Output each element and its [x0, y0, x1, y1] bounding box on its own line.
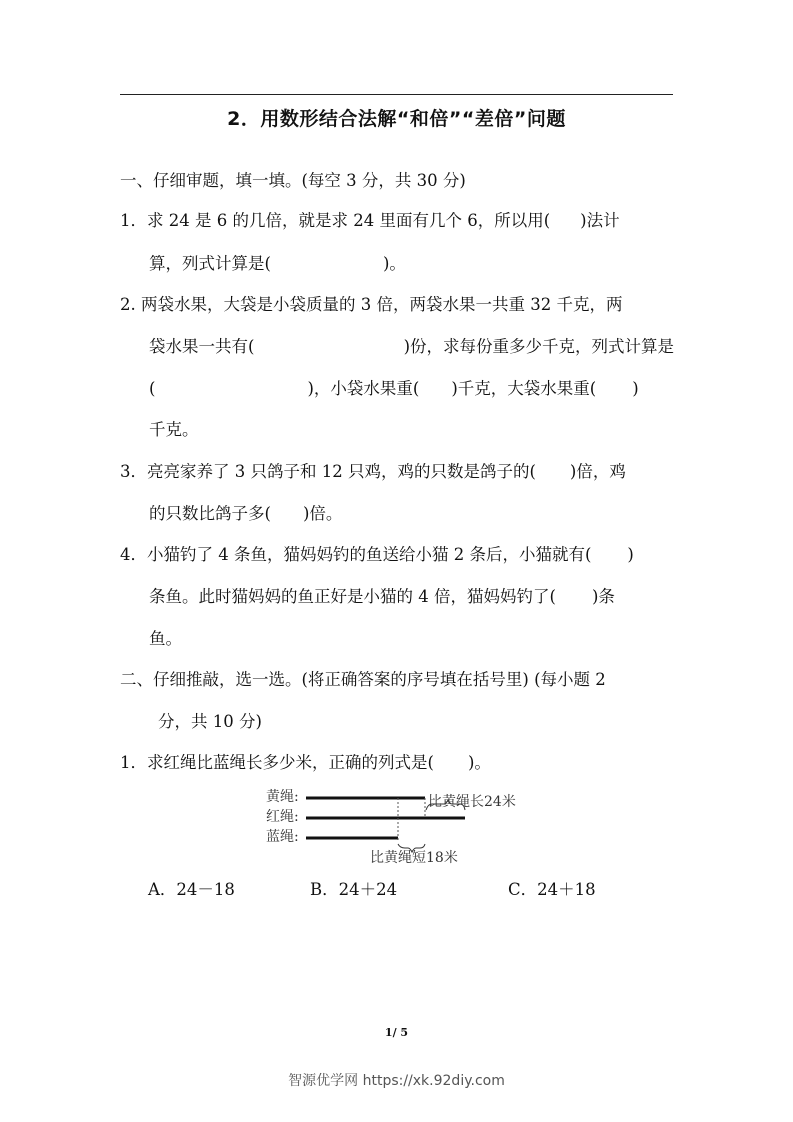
q2-line3: [149, 378, 674, 400]
q2-text-b: )份，求每份重多少千克，列式计算是: [403, 337, 674, 356]
s2-q1-text-a: 1．求红绳比蓝绳长多少米，正确的列式是(: [120, 753, 434, 772]
q1-text-b: )法计: [580, 211, 620, 230]
q2-text-f: ): [632, 379, 639, 398]
q1-text-a: 1．求 24 是 6 的几倍，就是求 24 里面有几个 6，所以用(: [120, 211, 551, 230]
q4-text-d: )条: [591, 587, 615, 606]
annotation-short: 比黄绳短18米: [370, 850, 458, 866]
q4-text-a: 4．小猫钓了 4 条鱼，猫妈妈钓的鱼送给小猫 2 条后，小猫就有(: [120, 545, 592, 564]
section2-heading-line2: 分，共 10 分): [158, 712, 262, 731]
option-b[interactable]: B．24＋24: [310, 880, 398, 899]
q4-line3: 鱼。: [149, 629, 182, 648]
option-a[interactable]: A．24－18: [148, 880, 235, 899]
yellow-rope-label: 黄绳:: [266, 789, 299, 805]
red-rope-label: 红绳:: [266, 809, 299, 825]
q3-text-b: )倍，鸡: [569, 462, 626, 481]
q4-text-c: 条鱼。此时猫妈妈的鱼正好是小猫的 4 倍，猫妈妈钓了(: [149, 587, 556, 606]
s2-q1-text-b: )。: [467, 753, 491, 772]
q2-text-d: )，小袋水果重(: [307, 379, 420, 398]
annotation-long: 比黄绳长24米: [428, 794, 516, 810]
q3-text-a: 3．亮亮家养了 3 只鸽子和 12 只鸡，鸡的只数是鸽子的(: [120, 462, 536, 481]
q2-line2: [149, 336, 674, 358]
option-c[interactable]: C．24＋18: [508, 880, 596, 899]
q2-text-c: (: [149, 379, 156, 398]
section1-heading: 一、仔细审题，填一填。(每空 3 分，共 30 分): [120, 171, 466, 190]
q4-text-b: ): [627, 545, 634, 564]
q1-line1: [120, 210, 620, 232]
page-number: 1/ 5: [384, 1026, 409, 1039]
q3-line2: [149, 503, 342, 525]
q2-text-e: )千克，大袋水果重(: [451, 379, 597, 398]
page-title: 2．用数形结合法解“和倍”“差倍”问题: [227, 108, 566, 130]
site-watermark: 智源优学网 https://xk.92diy.com: [288, 1073, 505, 1089]
q3-text-d: )倍。: [302, 504, 343, 523]
q1-text-d: )。: [382, 254, 406, 273]
section2-heading-line1: 二、仔细推敲，选一选。(将正确答案的序号填在括号里) (每小题 2: [120, 670, 606, 689]
rope-diagram: [260, 784, 516, 874]
q4-line1: [120, 544, 634, 566]
q4-line2: [149, 586, 615, 608]
q1-line2: [149, 253, 406, 275]
q2-text-a: 袋水果一共有(: [149, 337, 255, 356]
s2-q1-line: [120, 752, 491, 774]
blue-rope-label: 蓝绳:: [266, 829, 299, 845]
q2-blank-1[interactable]: [254, 336, 282, 358]
q1-text-c: 算，列式计算是(: [149, 254, 271, 273]
q2-line4: 千克。: [149, 420, 199, 439]
q3-line1: [120, 461, 626, 483]
q3-text-c: 的只数比鸽子多(: [149, 504, 271, 523]
q2-line1: 2. 两袋水果，大袋是小袋质量的 3 倍，两袋水果一共重 32 千克，两: [120, 295, 623, 314]
top-rule: [120, 94, 673, 95]
